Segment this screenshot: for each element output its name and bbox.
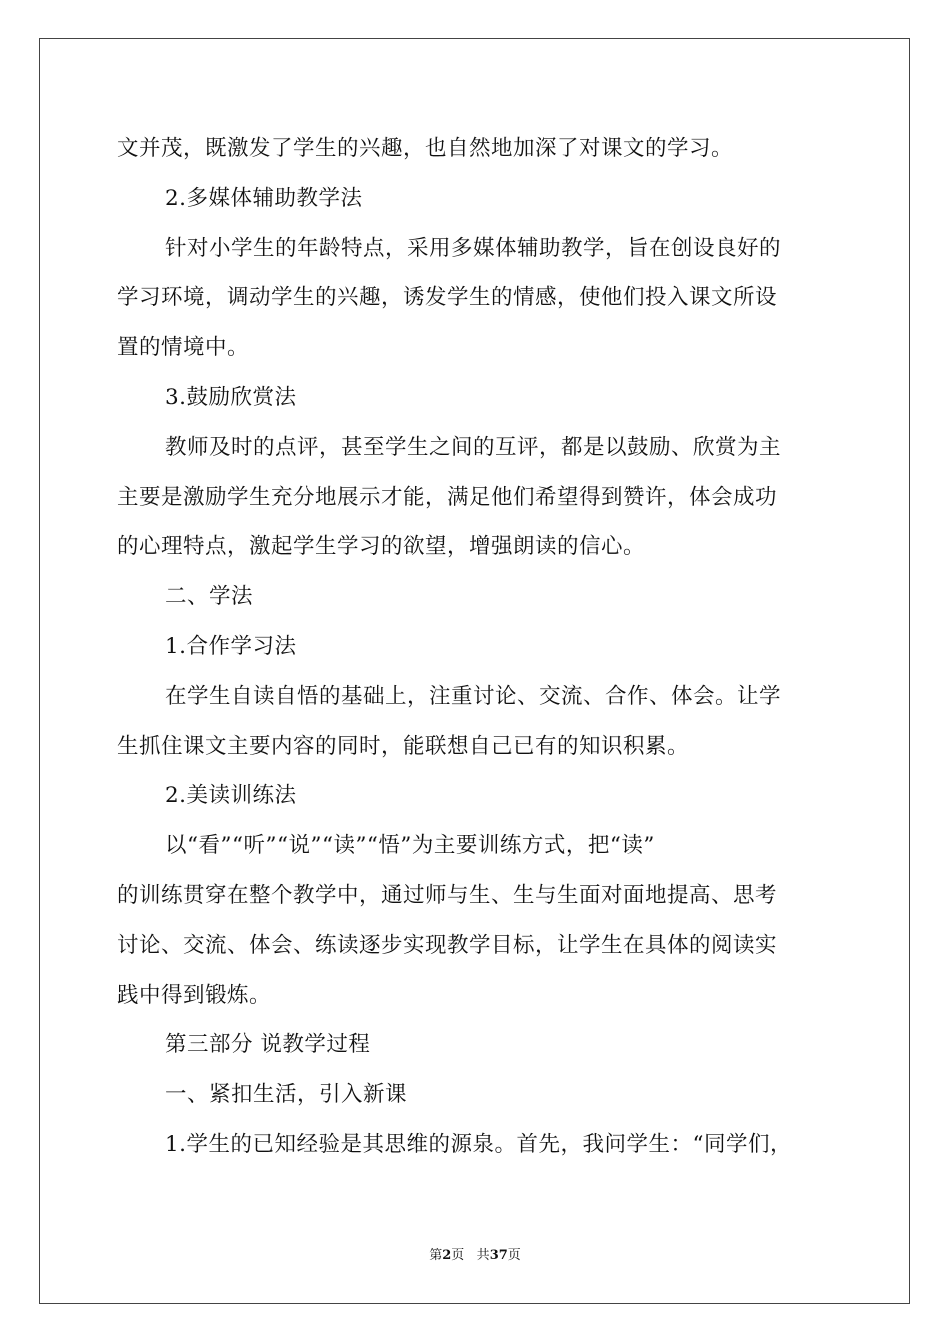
text-line: 1.合作学习法 [165,633,297,659]
text-line: 生抓住课文主要内容的同时，能联想自己已有的知识积累。 [117,733,690,759]
text-line: 主要是激励学生充分地展示才能，满足他们希望得到赞许，体会成功 [117,484,778,510]
text-line: 文并茂，既激发了学生的兴趣，也自然地加深了对课文的学习。 [117,136,734,161]
footer-prefix: 第 [429,1248,443,1263]
text-line: 2.多媒体辅助教学法 [165,185,363,211]
text-line: 置的情境中。 [117,335,250,361]
document-body [117,124,837,1170]
text-line: 学习环境，调动学生的兴趣，诱发学生的情感，使他们投入课文所设 [117,285,778,311]
footer-total-suffix: 页 [507,1248,521,1263]
text-line: 教师及时的点评，甚至学生之间的互评，都是以鼓励、欣赏为主 [165,434,782,460]
text-line: 一、紧扣生活，引入新课 [165,1082,408,1108]
text-line: 在学生自读自悟的基础上，注重讨论、交流、合作、体会。让学 [165,683,782,709]
current-page-number: 2 [442,1248,452,1263]
text-line: 的训练贯穿在整个教学中，通过师与生、生与生面对面地提高、思考 [117,882,778,908]
text-line: 2.美读训练法 [165,783,297,809]
footer-total-prefix: 共 [476,1248,490,1263]
text-line: 的心理特点，激起学生学习的欲望，增强朗读的信心。 [117,534,646,560]
text-line: 针对小学生的年龄特点，采用多媒体辅助教学，旨在创设良好的 [165,235,782,261]
text-line: 3.鼓励欣赏法 [165,384,297,410]
page-footer [0,1244,950,1263]
text-line: 践中得到锻炼。 [117,982,272,1008]
footer-page-suffix: 页 [451,1248,465,1263]
total-pages-number: 37 [489,1248,508,1263]
text-line: 第三部分 说教学过程 [165,1032,371,1058]
text-line: 以“看”“听”“说”“读”“悟”为主要训练方式，把“读” [165,833,655,859]
text-line: 讨论、交流、体会、练读逐步实现教学目标，让学生在具体的阅读实 [117,932,778,958]
text-line: 1.学生的已知经验是其思维的源泉。首先，我问学生：“同学们， [165,1131,793,1157]
text-line: 二、学法 [165,584,254,610]
